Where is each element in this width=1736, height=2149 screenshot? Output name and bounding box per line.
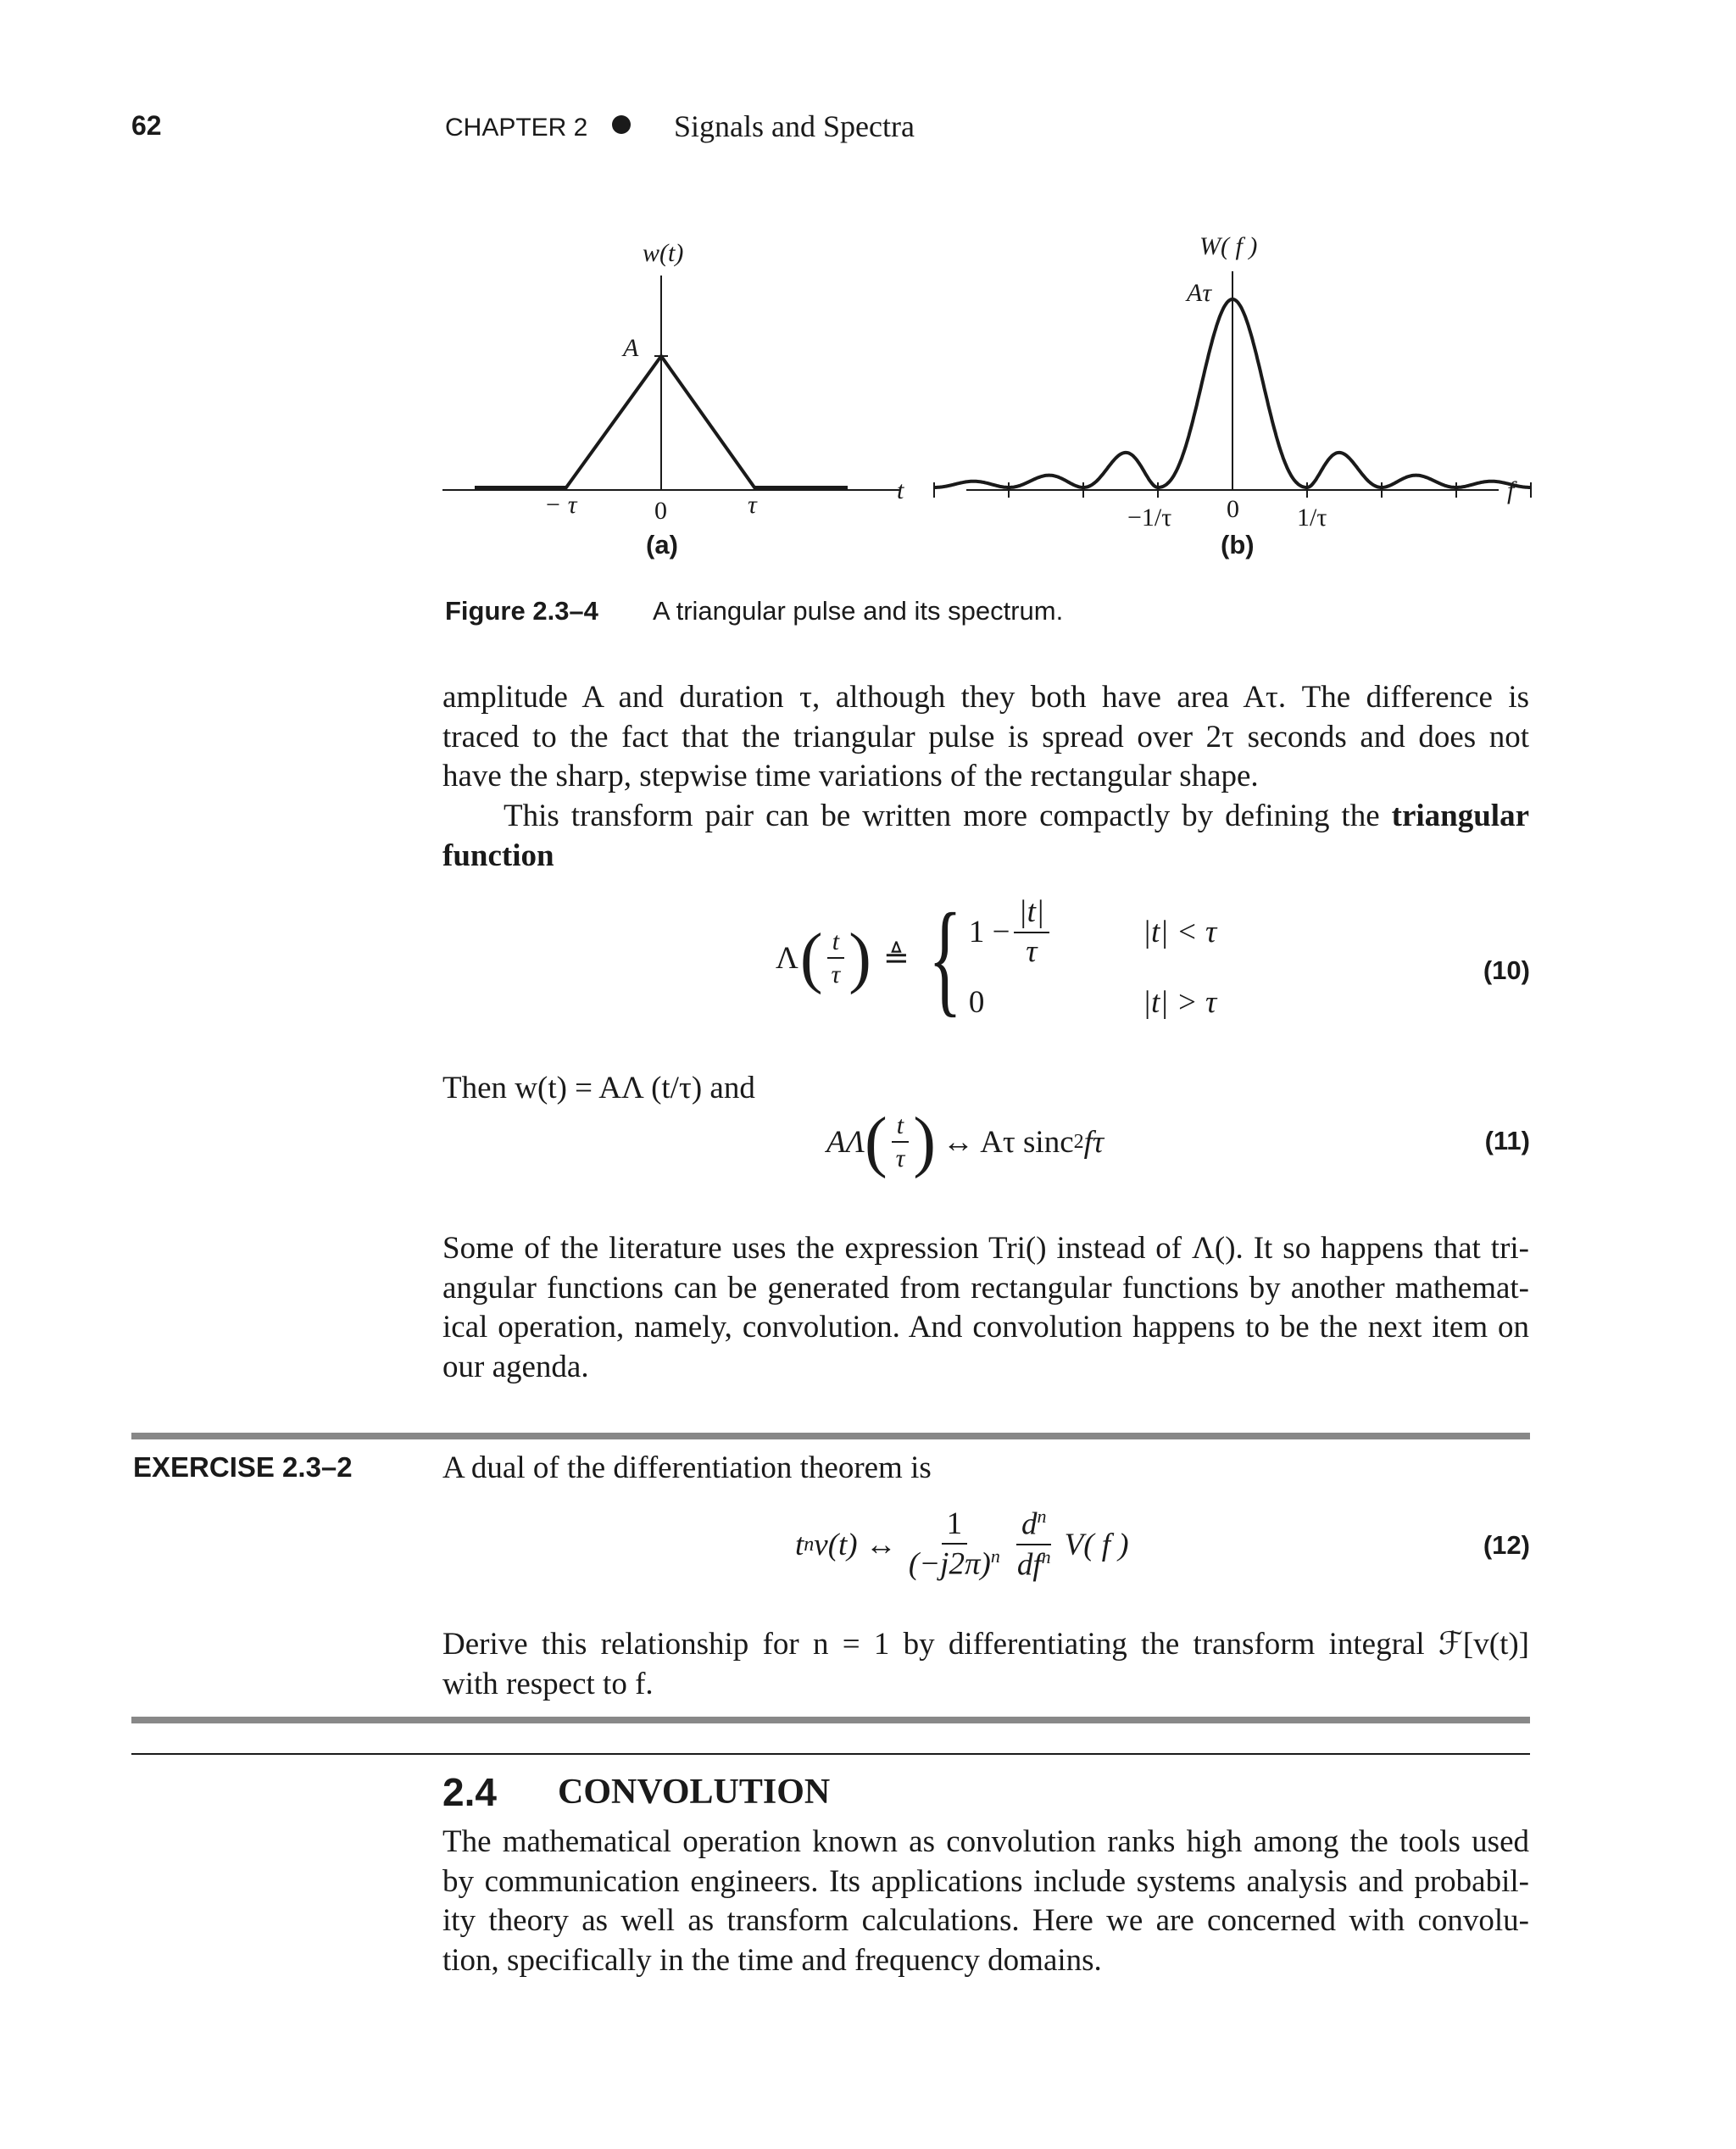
paren-close-icon: ) <box>913 1105 936 1179</box>
equation-12 <box>795 1494 1129 1595</box>
paragraph-text: This transform pair can be written more compactly by defining the <box>504 799 1380 833</box>
eq12-fraction-1 <box>904 1507 1005 1583</box>
figure-caption-label: Figure 2.3–4 <box>445 596 598 626</box>
equation-11 <box>826 1095 1104 1189</box>
paragraph-2 <box>442 797 1529 876</box>
eq10-case2-value: 0 <box>968 985 985 1021</box>
paragraph-line: by communication engineers. Its applications include systems analysis and probabil- <box>442 1863 1529 1899</box>
case-text: 1 − <box>968 915 1010 949</box>
eq10-case1-value <box>969 895 1143 969</box>
panel-b-tick-inv-tau: 1/τ <box>1297 504 1327 532</box>
defined-term: triangular function <box>442 799 1530 873</box>
fraction-denominator: τ <box>895 1144 905 1172</box>
paragraph-line: tion, specifically in the time and frequency domains. <box>442 1942 1102 1978</box>
equation-number-10: (10) <box>1483 955 1530 985</box>
fraction-sup: n <box>1037 1505 1047 1527</box>
section-rule <box>131 1753 1530 1755</box>
paragraph-line: have the sharp, stepwise time variations of the rectangular shape. <box>442 759 1259 793</box>
panel-b-y-label: W( f ) <box>1199 232 1258 260</box>
paragraph-line: with respect to f. <box>442 1666 654 1701</box>
eq11-fraction <box>891 1111 910 1172</box>
chapter-label: CHAPTER 2 <box>445 114 588 142</box>
panel-b-tick-neg-inv-tau: −1/τ <box>1127 504 1172 532</box>
eq11-sup: 2 <box>1073 1130 1084 1153</box>
eq10-lhs-fraction <box>826 927 845 988</box>
eq11-rhs-tail: fτ <box>1083 1124 1104 1160</box>
fraction-sup: n <box>990 1545 1000 1567</box>
exercise-label: EXERCISE 2.3–2 <box>133 1451 353 1483</box>
eq10-case2-condition: |t| > τ <box>1142 985 1217 1021</box>
fraction-denominator: τ <box>831 960 841 988</box>
section-number: 2.4 <box>442 1770 497 1814</box>
panel-a-tick-neg-tau: − τ <box>544 491 577 519</box>
exercise-intro: A dual of the differentiation theorem is <box>442 1450 932 1485</box>
fraction-denominator <box>1012 1545 1056 1583</box>
equation-number-11: (11) <box>1484 1126 1530 1155</box>
exercise-bottom-rule <box>131 1717 1530 1723</box>
paren-close-icon: ) <box>849 921 871 995</box>
eq10-case1-condition: |t| < τ <box>1142 915 1217 949</box>
panel-b-sublabel: (b) <box>1221 530 1255 560</box>
paragraph-line: our agenda. <box>442 1349 589 1384</box>
panel-a-tick-zero: 0 <box>654 497 667 525</box>
panel-b-peak-label: Aτ <box>1187 279 1212 307</box>
paragraph-line: ity theory as well as transform calculations. Here we are concerned with convolu- <box>442 1903 1529 1938</box>
figure-caption-text: A triangular pulse and its spectrum. <box>653 596 1064 626</box>
fraction-text: (−j2π) <box>908 1546 991 1582</box>
eq10-lambda: Λ <box>776 940 798 976</box>
paragraph-line: angular functions can be generated from rectangular functions by another mathemat- <box>442 1270 1529 1306</box>
panel-a <box>442 239 904 560</box>
paragraph-line: Derive this relationship for n = 1 by differentiating the transform integral ℱ[v(t)] <box>442 1627 1529 1662</box>
fraction-numerator: t <box>892 1111 909 1143</box>
fraction-denominator <box>904 1545 1005 1582</box>
fraction-text: df <box>1016 1547 1042 1583</box>
fraction-denominator: τ <box>1026 933 1038 969</box>
fraction-sup: n <box>1041 1546 1051 1567</box>
then-text: Then w(t) = AΛ (t/τ) and <box>442 1071 755 1105</box>
paragraph-line: amplitude A and duration τ, although they both have area Aτ. The difference is <box>442 680 1529 715</box>
eq12-lhs-tail: v(t) ↔ <box>814 1527 897 1562</box>
brace-icon: { <box>928 888 962 1028</box>
eq11-rhs: ↔ Aτ sinc <box>942 1124 1074 1160</box>
paragraph-line: traced to the fact that the triangular pulse is spread over 2τ seconds and does not <box>442 719 1529 754</box>
eq10-cases <box>969 895 1270 1021</box>
panel-b <box>934 232 1531 560</box>
section-paragraph <box>442 1823 1529 1980</box>
fraction-numerator <box>1016 1506 1052 1545</box>
eq10-case1-fraction <box>1014 895 1050 969</box>
panel-b-x-axis-label: f <box>1507 476 1515 504</box>
exercise-top-rule <box>131 1433 1530 1439</box>
section-title: CONVOLUTION <box>558 1773 831 1812</box>
paragraph-1 <box>442 678 1529 797</box>
paren-open-icon: ( <box>799 921 823 995</box>
panel-a-sublabel: (a) <box>646 530 678 560</box>
paragraph-line: The mathematical operation known as convolution ranks high among the tools used <box>442 1824 1529 1859</box>
eq12-rhs: V( f ) <box>1064 1527 1129 1562</box>
chapter-title: Signals and Spectra <box>674 109 915 143</box>
panel-a-y-label: w(t) <box>643 239 684 267</box>
bullet-icon <box>612 115 631 134</box>
fraction-numerator: t <box>827 927 844 959</box>
eq10-define-symbol: ≜ <box>882 941 910 976</box>
fraction-text: d <box>1021 1506 1038 1542</box>
equation-10 <box>776 886 1270 1030</box>
eq11-lhs: AΛ <box>826 1124 865 1160</box>
eq12-fraction-2 <box>1012 1506 1056 1583</box>
eq12-lhs-sup: n <box>804 1533 815 1556</box>
eq12-lhs: t <box>795 1527 804 1562</box>
fraction-numerator: |t| <box>1014 895 1050 933</box>
panel-a-tick-tau: τ <box>748 491 757 519</box>
exercise-derive-paragraph <box>442 1625 1529 1704</box>
paragraph-line: Some of the literature uses the expression Tri() instead of Λ(). It so happens that tri- <box>442 1231 1529 1266</box>
page-number: 62 <box>131 110 162 141</box>
equation-number-12: (12) <box>1483 1530 1530 1560</box>
paragraph-line: ical operation, namely, convolution. And convolution happens to be the next item on <box>442 1310 1529 1345</box>
paren-open-icon: ( <box>864 1105 887 1179</box>
paragraph-3 <box>442 1229 1529 1387</box>
panel-a-x-axis-label: t <box>897 476 904 504</box>
panel-a-peak-label: A <box>623 334 639 362</box>
figure-triangular-pulse <box>432 229 1534 585</box>
fraction-numerator: 1 <box>942 1507 968 1545</box>
panel-b-tick-zero: 0 <box>1227 495 1239 523</box>
